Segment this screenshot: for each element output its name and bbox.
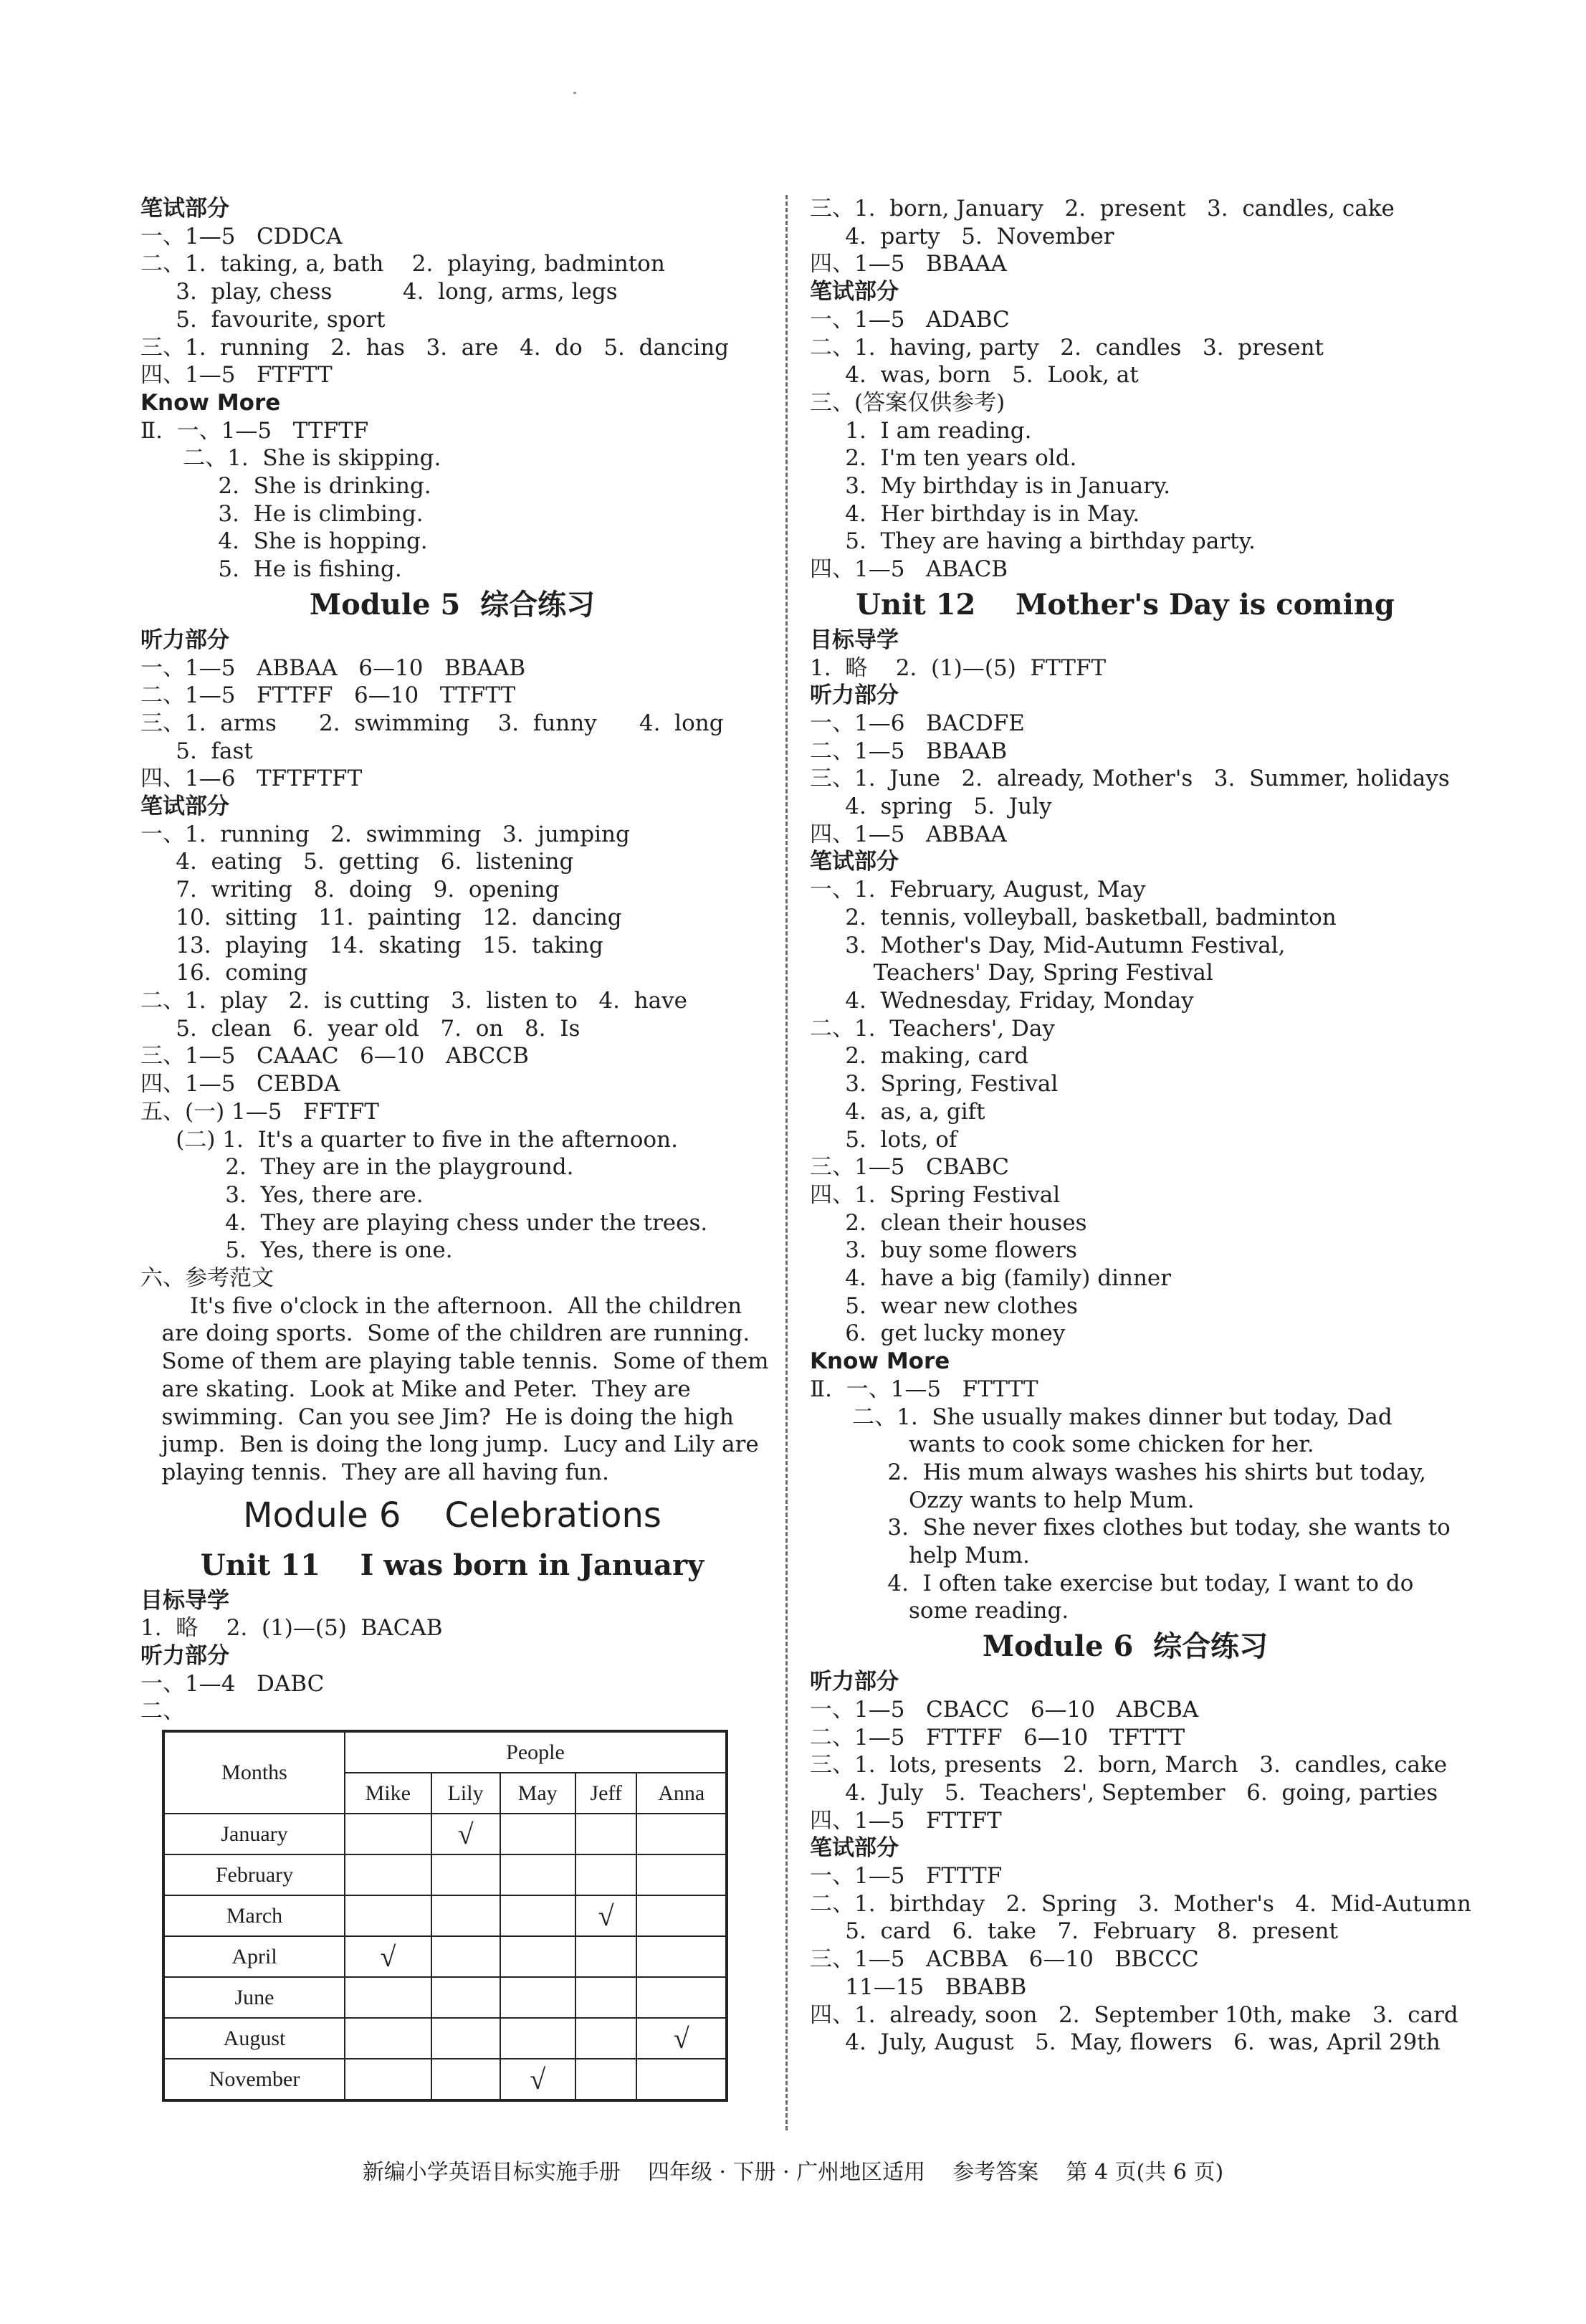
section-heading: 目标导学 [140,1587,229,1614]
birthday-months-table [162,1730,728,2102]
table-row [163,1977,727,2018]
answer-line: 一、1—4 DABC [140,1670,325,1697]
empty-cell [575,1936,637,1977]
answer-line: 二、1. Teachers', Day [810,1015,1055,1042]
empty-cell [575,1814,637,1854]
empty-cell [345,1895,431,1936]
module-title: Unit 12 Mother's Day is coming [856,587,1395,622]
empty-cell [345,2018,431,2059]
check-mark: √ [345,1936,431,1977]
empty-cell [575,1854,637,1895]
answer-line: 2. clean their houses [810,1209,1087,1236]
answer-line: 2. They are in the playground. [140,1154,574,1181]
answer-line: 5. fast [140,738,253,764]
answer-line: 5. wear new clothes [810,1292,1078,1319]
answer-line: 4. as, a, gift [810,1098,985,1125]
answer-line: 五、(一) 1—5 FFTFT [140,1098,379,1125]
answer-line: 13. playing 14. skating 15. taking [140,932,603,958]
empty-cell [575,1977,637,2018]
answer-line: 三、1. running 2. has 3. are 4. do 5. dancing [140,334,730,361]
answer-line: 10. sitting 11. painting 12. dancing [140,904,622,930]
empty-cell [636,2059,727,2100]
empty-cell [500,1895,575,1936]
answer-line: 6. get lucky money [810,1320,1066,1347]
answer-line: 二、1. She is skipping. [140,445,441,472]
check-mark: √ [500,2059,575,2100]
answer-line: 三、(答案仅供参考) [810,389,1005,416]
months-header: Months [163,1731,345,1814]
empty-cell [345,2059,431,2100]
answer-line: 三、1. June 2. already, Mother's 3. Summer, holidays [810,766,1450,792]
answer-line: Ⅱ. 一、1—5 FTTTT [810,1376,1038,1402]
answer-line: some reading. [810,1598,1069,1624]
answer-line: 三、1. arms 2. swimming 3. funny 4. long [140,710,724,736]
month-cell: April [163,1936,345,1977]
answer-line: 5. clean 6. year old 7. on 8. Is [140,1015,581,1042]
answer-line: 2. She is drinking. [140,473,431,500]
answer-line: 四、1—5 FTFTT [140,362,333,389]
answer-line: 三、1. lots, presents 2. born, March 3. candles, cake [810,1752,1448,1778]
answer-line: 5. Yes, there is one. [140,1237,453,1264]
answer-line: 二、1—5 FTTFF 6—10 TTFTT [140,682,516,709]
answer-line: 3. Spring, Festival [810,1071,1059,1097]
answer-line: 3. Mother's Day, Mid-Autumn Festival, [810,932,1286,958]
answer-line: Teachers' Day, Spring Festival [810,960,1213,986]
scan-dot [573,92,576,94]
answer-line: 四、1—5 ABBAA [810,821,1007,847]
answer-line: 一、1—5 CDDCA [140,223,343,249]
answer-line: (二) 1. It's a quarter to five in the afternoon. [140,1126,678,1153]
section-heading: 笔试部分 [140,196,229,222]
answer-line: 一、1. February, August, May [810,877,1146,903]
answer-line: 11—15 BBABB [810,1973,1027,2000]
month-cell: November [163,2059,345,2100]
answer-line: 一、1—5 CBACC 6—10 ABCBA [810,1696,1199,1723]
section-heading: 听力部分 [140,1643,229,1670]
answer-line: 4. They are playing chess under the trees. [140,1209,708,1236]
empty-cell [431,1936,500,1977]
table-row [163,2059,727,2100]
answer-line: 4. eating 5. getting 6. listening [140,849,574,875]
module-title: Module 6 Celebrations [243,1495,661,1535]
answer-line: 5. He is fishing. [140,556,402,583]
answer-line: 1. 略 2. (1)—(5) BACAB [140,1615,443,1642]
empty-cell [345,1814,431,1854]
table-row [163,2018,727,2059]
empty-cell [431,2018,500,2059]
answer-line: wants to cook some chicken for her. [810,1432,1314,1458]
answer-line: 四、1—6 TFTFTFT [140,766,363,792]
answer-line: playing tennis. They are all having fun. [140,1459,609,1485]
answer-line: 四、1—5 CEBDA [140,1071,340,1097]
section-heading: 笔试部分 [810,279,899,305]
answer-line: 4. spring 5. July [810,794,1052,820]
answer-line: 4. have a big (family) dinner [810,1265,1172,1292]
empty-cell [636,1977,727,2018]
person-header: Jeff [575,1773,637,1814]
people-header: People [345,1731,727,1773]
month-cell: January [163,1814,345,1854]
answer-line: 四、1. already, soon 2. September 10th, make 3. card [810,2001,1458,2028]
answer-line: 4. was, born 5. Look, at [810,362,1139,389]
answer-line: 二、1. taking, a, bath 2. playing, badminton [140,251,665,277]
empty-cell [636,1814,727,1854]
empty-cell [345,1854,431,1895]
table-row [163,1814,727,1854]
person-header: Lily [431,1773,500,1814]
answer-line: 四、1—5 BBAAA [810,251,1007,277]
empty-cell [431,1977,500,2018]
section-heading: 笔试部分 [810,1835,899,1862]
answer-line: 2. His mum always washes his shirts but today, [810,1459,1426,1485]
answer-line: 四、1—5 ABACB [810,556,1008,583]
answer-line: Some of them are playing table tennis. Some of them [140,1348,769,1375]
answer-line: 四、1. Spring Festival [810,1181,1061,1208]
answer-line: 三、1—5 CBABC [810,1154,1009,1181]
answer-line: 一、1—6 BACDFE [810,710,1025,736]
answer-line: 三、1—5 CAAAC 6—10 ABCCB [140,1043,529,1070]
answer-line: 一、1. running 2. swimming 3. jumping [140,821,630,847]
answer-line: 4. Her birthday is in May. [810,500,1140,527]
answer-line: 3. My birthday is in January. [810,473,1171,500]
answer-line: 二、1—5 FTTFF 6—10 TFTTT [810,1724,1185,1751]
month-cell: June [163,1977,345,2018]
table-row [163,1854,727,1895]
empty-cell [431,1895,500,1936]
table-row [163,1936,727,1977]
answer-line: Ⅱ. 一、1—5 TTFTF [140,417,369,444]
answer-line: 二、 [140,1698,185,1725]
answer-line: 六、参考范文 [140,1265,274,1292]
answer-line: 一、1—5 FTTTF [810,1863,1003,1890]
section-heading: 目标导学 [810,627,899,653]
answer-line: 一、1—5 ABBAA 6—10 BBAAB [140,654,526,681]
section-heading: Know More [140,389,281,416]
answer-line: swimming. Can you see Jim? He is doing the high [140,1404,734,1430]
empty-cell [500,1814,575,1854]
answer-line: 5. favourite, sport [140,306,386,333]
month-cell: February [163,1854,345,1895]
empty-cell [500,1854,575,1895]
section-heading: 听力部分 [140,627,229,653]
answer-line: 5. card 6. take 7. February 8. present [810,1918,1338,1945]
empty-cell [575,2059,637,2100]
answer-line: 5. They are having a birthday party. [810,528,1256,555]
answer-line: 4. She is hopping. [140,528,428,555]
answer-line: 3. She never fixes clothes but today, she wants to [810,1515,1451,1541]
answer-line: Ozzy wants to help Mum. [810,1487,1195,1513]
answer-line: 3. He is climbing. [140,500,424,527]
column-divider [785,195,788,2130]
answer-line: It's five o'clock in the afternoon. All the children [140,1292,742,1319]
answer-line: 1. I am reading. [810,417,1032,444]
answer-line: 1. 略 2. (1)—(5) FTTFT [810,654,1107,681]
answer-line: 二、1. She usually makes dinner but today, Dad [810,1404,1392,1430]
section-heading: 笔试部分 [140,794,229,820]
right-column [810,195,1471,2057]
answer-line: 4. July 5. Teachers', September 6. going, parties [810,1779,1438,1806]
person-header: May [500,1773,575,1814]
answer-line: 3. buy some flowers [810,1237,1077,1264]
answer-line: are skating. Look at Mike and Peter. They are [140,1376,691,1402]
answer-line: 4. I often take exercise but today, I want to do [810,1570,1414,1596]
answer-line: 二、1. birthday 2. Spring 3. Mother's 4. Mid-Autumn [810,1890,1471,1917]
month-cell: August [163,2018,345,2059]
answer-line: 2. I'm ten years old. [810,445,1077,472]
person-header: Anna [636,1773,727,1814]
answer-line: 三、1—5 ACBBA 6—10 BBCCC [810,1946,1199,1973]
answer-line: 2. tennis, volleyball, basketball, badminton [810,904,1337,930]
month-cell: March [163,1895,345,1936]
answer-line: help Mum. [810,1543,1030,1569]
answer-line: jump. Ben is doing the long jump. Lucy and Lily are [140,1432,759,1458]
check-mark: √ [636,2018,727,2059]
table-row [163,1895,727,1936]
answer-line: 二、1. play 2. is cutting 3. listen to 4. have [140,987,688,1014]
answer-line: 4. July, August 5. May, flowers 6. was, April 29th [810,2029,1441,2056]
person-header: Mike [345,1773,431,1814]
answer-line: 7. writing 8. doing 9. opening [140,877,560,903]
answer-line: 三、1. born, January 2. present 3. candles, cake [810,196,1395,222]
empty-cell [345,1977,431,2018]
answer-line: 二、1—5 BBAAB [810,738,1008,764]
empty-cell [636,1936,727,1977]
section-heading: 听力部分 [810,682,899,709]
answer-line: 四、1—5 FTTFT [810,1807,1002,1834]
birthday-table-wrapper [162,1730,728,2102]
answer-line: 一、1—5 ADABC [810,306,1010,333]
answer-line: are doing sports. Some of the children are running. [140,1320,750,1347]
module-title: Module 5 综合练习 [309,587,596,622]
module-title: Module 6 综合练习 [982,1629,1269,1664]
answer-line: 3. Yes, there are. [140,1181,424,1208]
answer-line: 3. play, chess 4. long, arms, legs [140,279,618,305]
empty-cell [636,1854,727,1895]
empty-cell [431,1854,500,1895]
module-title: Unit 11 I was born in January [200,1548,704,1582]
check-mark: √ [575,1895,637,1936]
empty-cell [500,1936,575,1977]
page-footer: 新编小学英语目标实施手册 四年级 · 下册 · 广州地区适用 参考答案 第 4 页(共 6 页) [362,2160,1224,2185]
empty-cell [500,1977,575,2018]
answer-line: 16. coming [140,960,308,986]
check-mark: √ [431,1814,500,1854]
empty-cell [500,2018,575,2059]
section-heading: 笔试部分 [810,849,899,875]
answer-line: 4. party 5. November [810,223,1114,249]
empty-cell [575,2018,637,2059]
empty-cell [636,1895,727,1936]
section-heading: 听力部分 [810,1669,899,1695]
left-column [140,195,769,2102]
empty-cell [431,2059,500,2100]
section-heading: Know More [810,1348,950,1375]
answer-line: 5. lots, of [810,1126,957,1153]
answer-line: 二、1. having, party 2. candles 3. present [810,334,1324,361]
answer-line: 4. Wednesday, Friday, Monday [810,987,1194,1014]
answer-line: 2. making, card [810,1043,1029,1070]
